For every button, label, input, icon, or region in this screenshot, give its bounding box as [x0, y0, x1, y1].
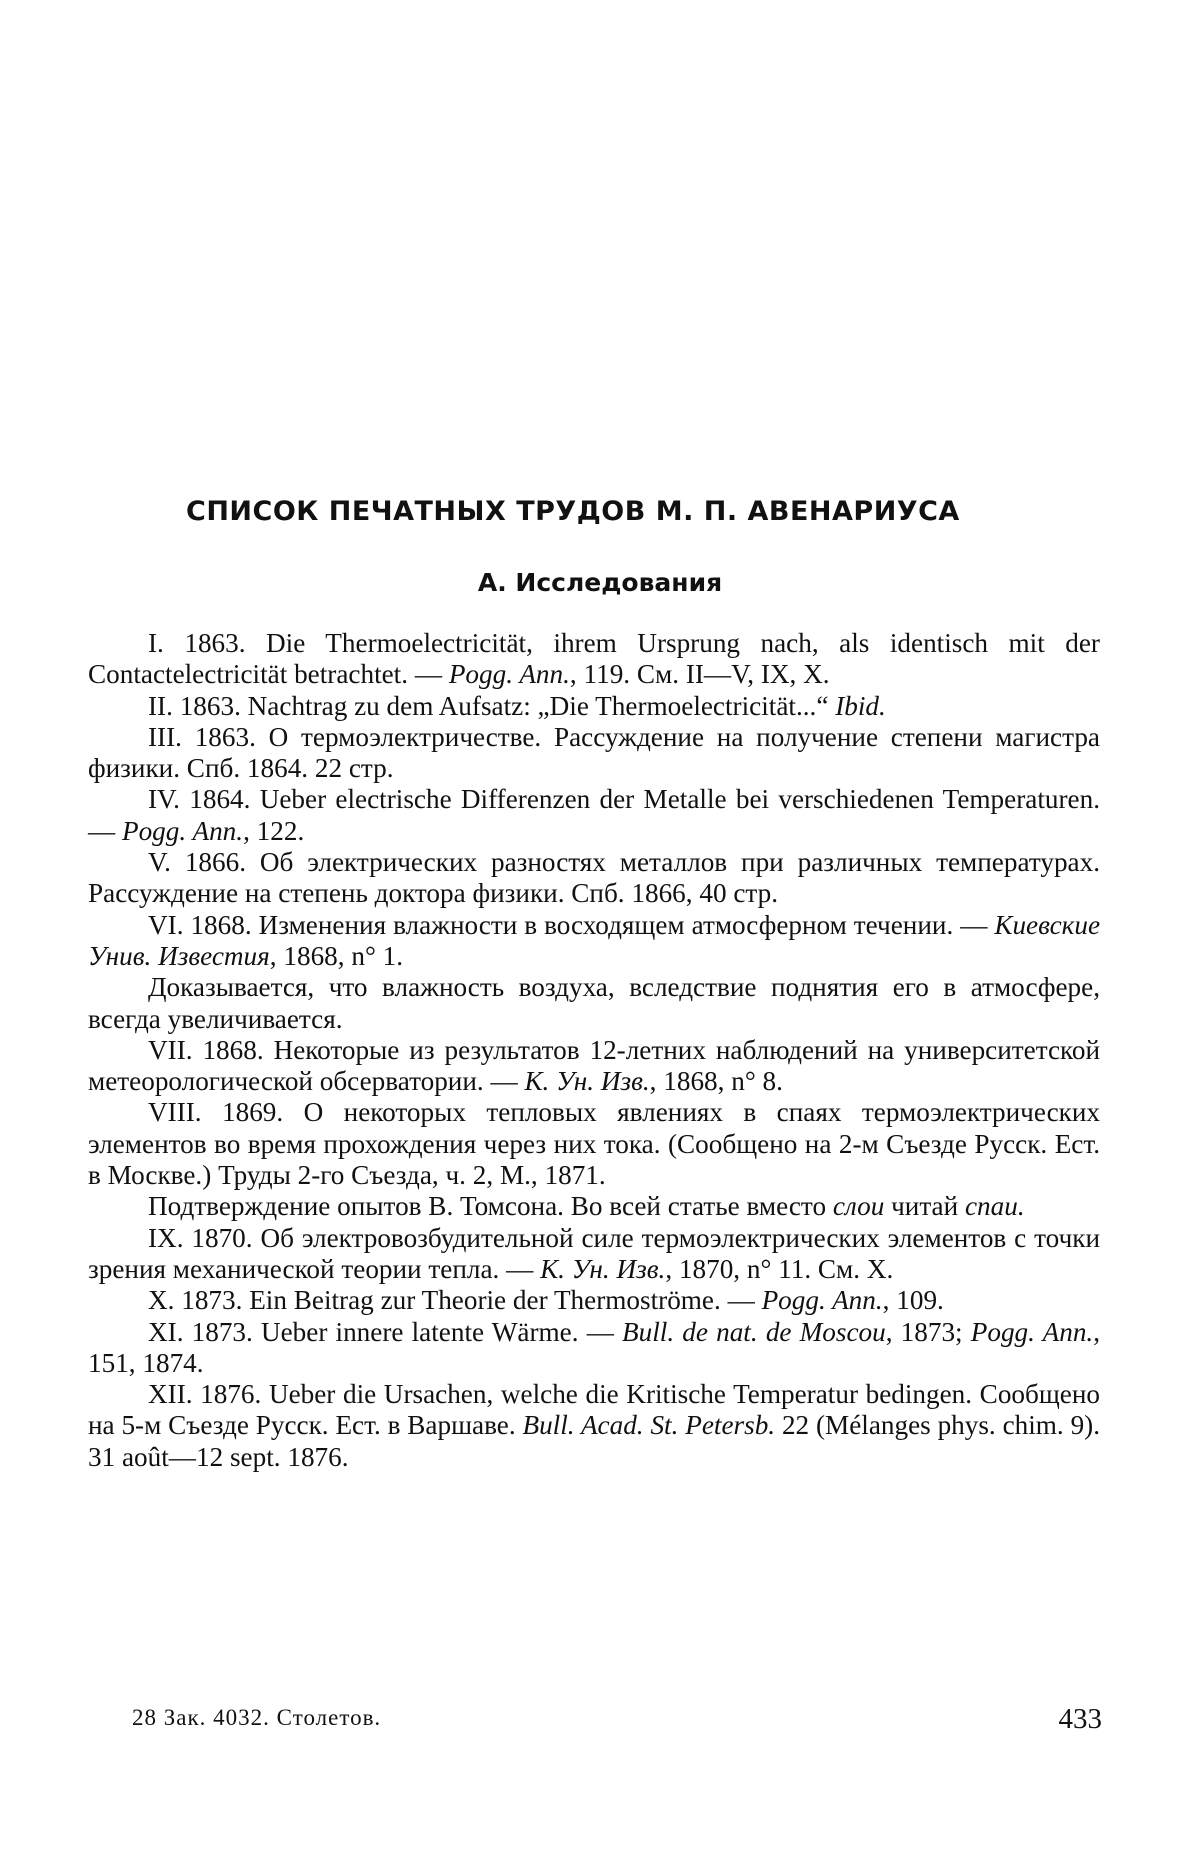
- printer-signature: 28 Зак. 4032. Столетов.: [132, 1705, 382, 1730]
- page-footer: [132, 1705, 1102, 1739]
- section-heading: А. Исследования: [477, 568, 723, 597]
- entry-annotation: Подтверждение опытов В. Томсона. Во всей статье вместо слои читай спаи.: [148, 1191, 1025, 1222]
- bibliography-entry: X. 1873. Ein Beitrag zur Theorie der Thermoströme. — Pogg. Ann., 109.: [148, 1285, 944, 1316]
- bibliography-entry: IV. 1864. Ueber electrische Differenzen der Metalle bei verschiedenen Temperaturen. — Pogg. Ann., 122.: [88, 784, 1100, 846]
- bibliography-entry: V. 1866. Об электрических разностях металлов при различных температурах. Рассуждение на степень доктора физики. Спб. 1866, 40 стр.: [88, 847, 1100, 909]
- bibliography-entry: VII. 1868. Некоторые из результатов 12-летних наблюдений на университетской метеорологической обсерватории. — К. Ун. Изв., 1868, n° 8.: [88, 1034, 1100, 1097]
- bibliography-entry: XII. 1876. Ueber die Ursachen, welche die Kritische Temperatur bedingen. Сообщено на 5-м Съезде Русск. Ест. в Варшаве. Bull. Acad. St. Petersb. 22 (Mélanges phys. chim. 9). 31 août—12 sept. 1876.: [88, 1379, 1101, 1472]
- entry-annotation: Доказывается, что влажность воздуха, вследствие поднятия его в атмосфере, всегда увеличивается.: [88, 972, 1100, 1034]
- bibliography-entry: III. 1863. О термоэлектричестве. Рассуждение на получение степени магистра физики. Спб. 1864. 22 стр.: [88, 721, 1100, 784]
- bibliography-entry: I. 1863. Die Thermoelectricität, ihrem Ursprung nach, als identisch mit der Contactelectricität betrachtet. — Pogg. Ann., 119. См. II—V, IX, X.: [88, 628, 1100, 690]
- bibliography-entry: II. 1863. Nachtrag zu dem Aufsatz: „Die Thermoelectricität...“ Ibid.: [148, 690, 886, 721]
- bibliography-list: [88, 628, 1100, 1473]
- bibliography-entry: IX. 1870. Об электровозбудительной силе термоэлектрических элементов с точки зрения механической теории тепла. — К. Ун. Изв., 1870, n° 11. См. X.: [88, 1222, 1100, 1284]
- page-title: СПИСОК ПЕЧАТНЫХ ТРУДОВ М. П. АВЕНАРИУСА: [186, 496, 960, 527]
- bibliography-entry: XI. 1873. Ueber innere latente Wärme. — Bull. de nat. de Moscou, 1873; Pogg. Ann., 151, 1874.: [88, 1316, 1101, 1378]
- page-number: 433: [1058, 1703, 1102, 1735]
- bibliography-entry: VI. 1868. Изменения влажности в восходящем атмосферном течении. — Киевские Унив. Известия, 1868, n° 1.: [88, 909, 1101, 971]
- bibliography-entry: VIII. 1869. О некоторых тепловых явлениях в спаях термоэлектрических элементов во время прохождения через них тока. (Сообщено на 2-м Съезде Русск. Ест. в Москве.) Труды 2-го Съезда, ч. 2, М., 1871.: [88, 1097, 1100, 1191]
